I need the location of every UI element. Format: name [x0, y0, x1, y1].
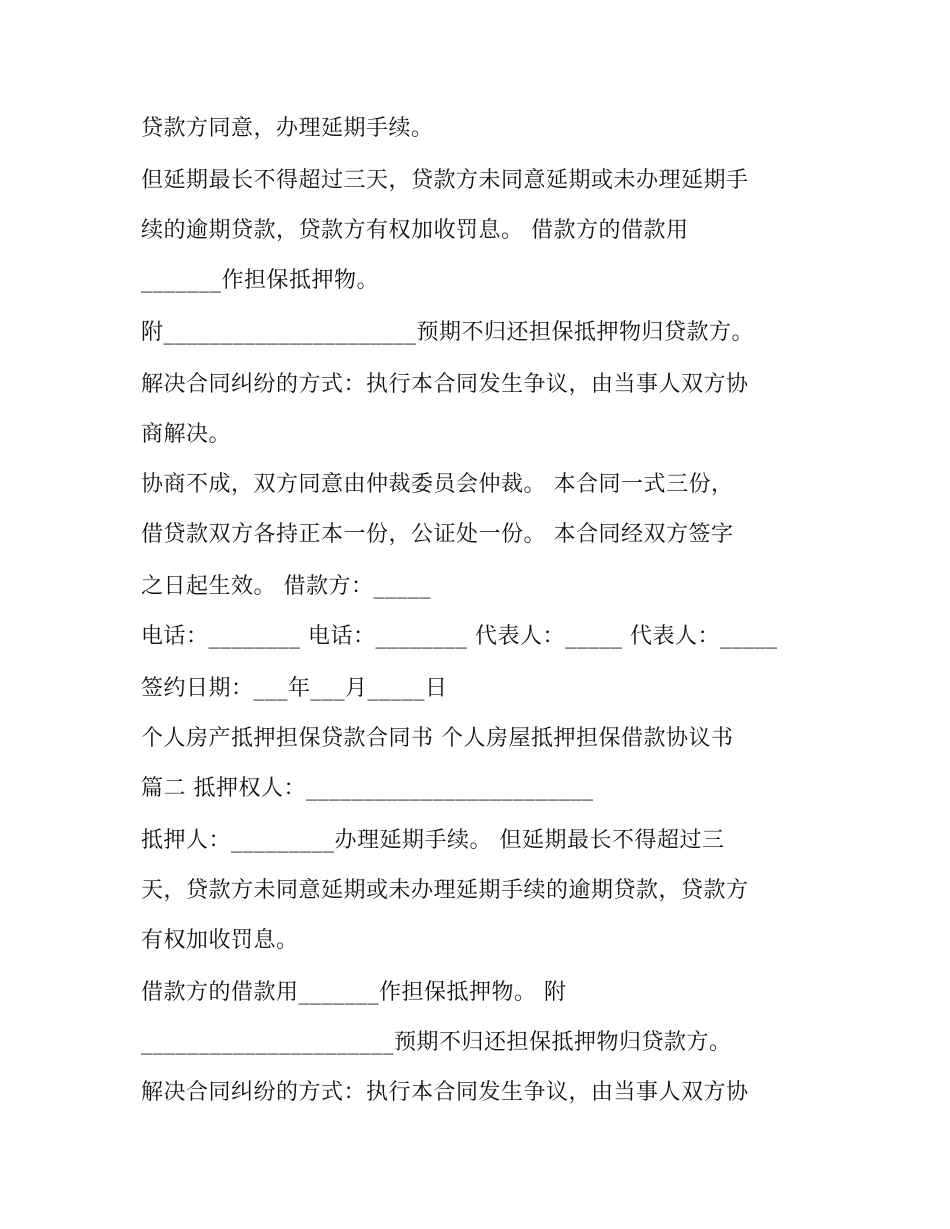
text-line: 抵押人：_________办理延期手续。 但延期最长不得超过三 — [141, 828, 725, 853]
text-line: 贷款方同意，办理延期手续。 — [141, 116, 434, 141]
text-line: 之日起生效。 借款方：_____ — [141, 574, 431, 599]
text-line: _______作担保抵押物。 — [141, 268, 380, 293]
text-line: 附______________________预期不归还担保抵押物归贷款方。 — [141, 320, 755, 345]
text-line: 借贷款双方各持正本一份，公证处一份。 本合同经双方签字 — [141, 522, 734, 547]
text-line: 个人房产抵押担保贷款合同书 个人房屋抵押担保借款协议书 — [141, 726, 734, 751]
text-line: 续的逾期贷款，贷款方有权加收罚息。 借款方的借款用 — [141, 218, 689, 243]
text-line: 借款方的借款用_______作担保抵押物。 附 — [141, 980, 567, 1005]
text-line: 协商不成，双方同意由仲裁委员会仲裁。 本合同一式三份， — [141, 472, 734, 497]
text-line: 商解决。 — [141, 422, 232, 447]
text-line: 有权加收罚息。 — [141, 928, 299, 953]
text-line: 电话：________ 电话：________ 代表人：_____ 代表人：_____ — [141, 624, 778, 649]
text-line: 天，贷款方未同意延期或未办理延期手续的逾期贷款，贷款方 — [141, 878, 749, 903]
text-line: ______________________预期不归还担保抵押物归贷款方。 — [141, 1030, 732, 1055]
text-line: 解决合同纠纷的方式：执行本合同发生争议，由当事人双方协 — [141, 1080, 749, 1105]
text-line: 篇二 抵押权人：_________________________ — [141, 776, 594, 801]
text-line: 但延期最长不得超过三天，贷款方未同意延期或未办理延期手 — [141, 168, 749, 193]
text-line: 签约日期：___年___月_____日 — [141, 676, 448, 701]
text-line: 解决合同纠纷的方式：执行本合同发生争议，由当事人双方协 — [141, 372, 749, 397]
